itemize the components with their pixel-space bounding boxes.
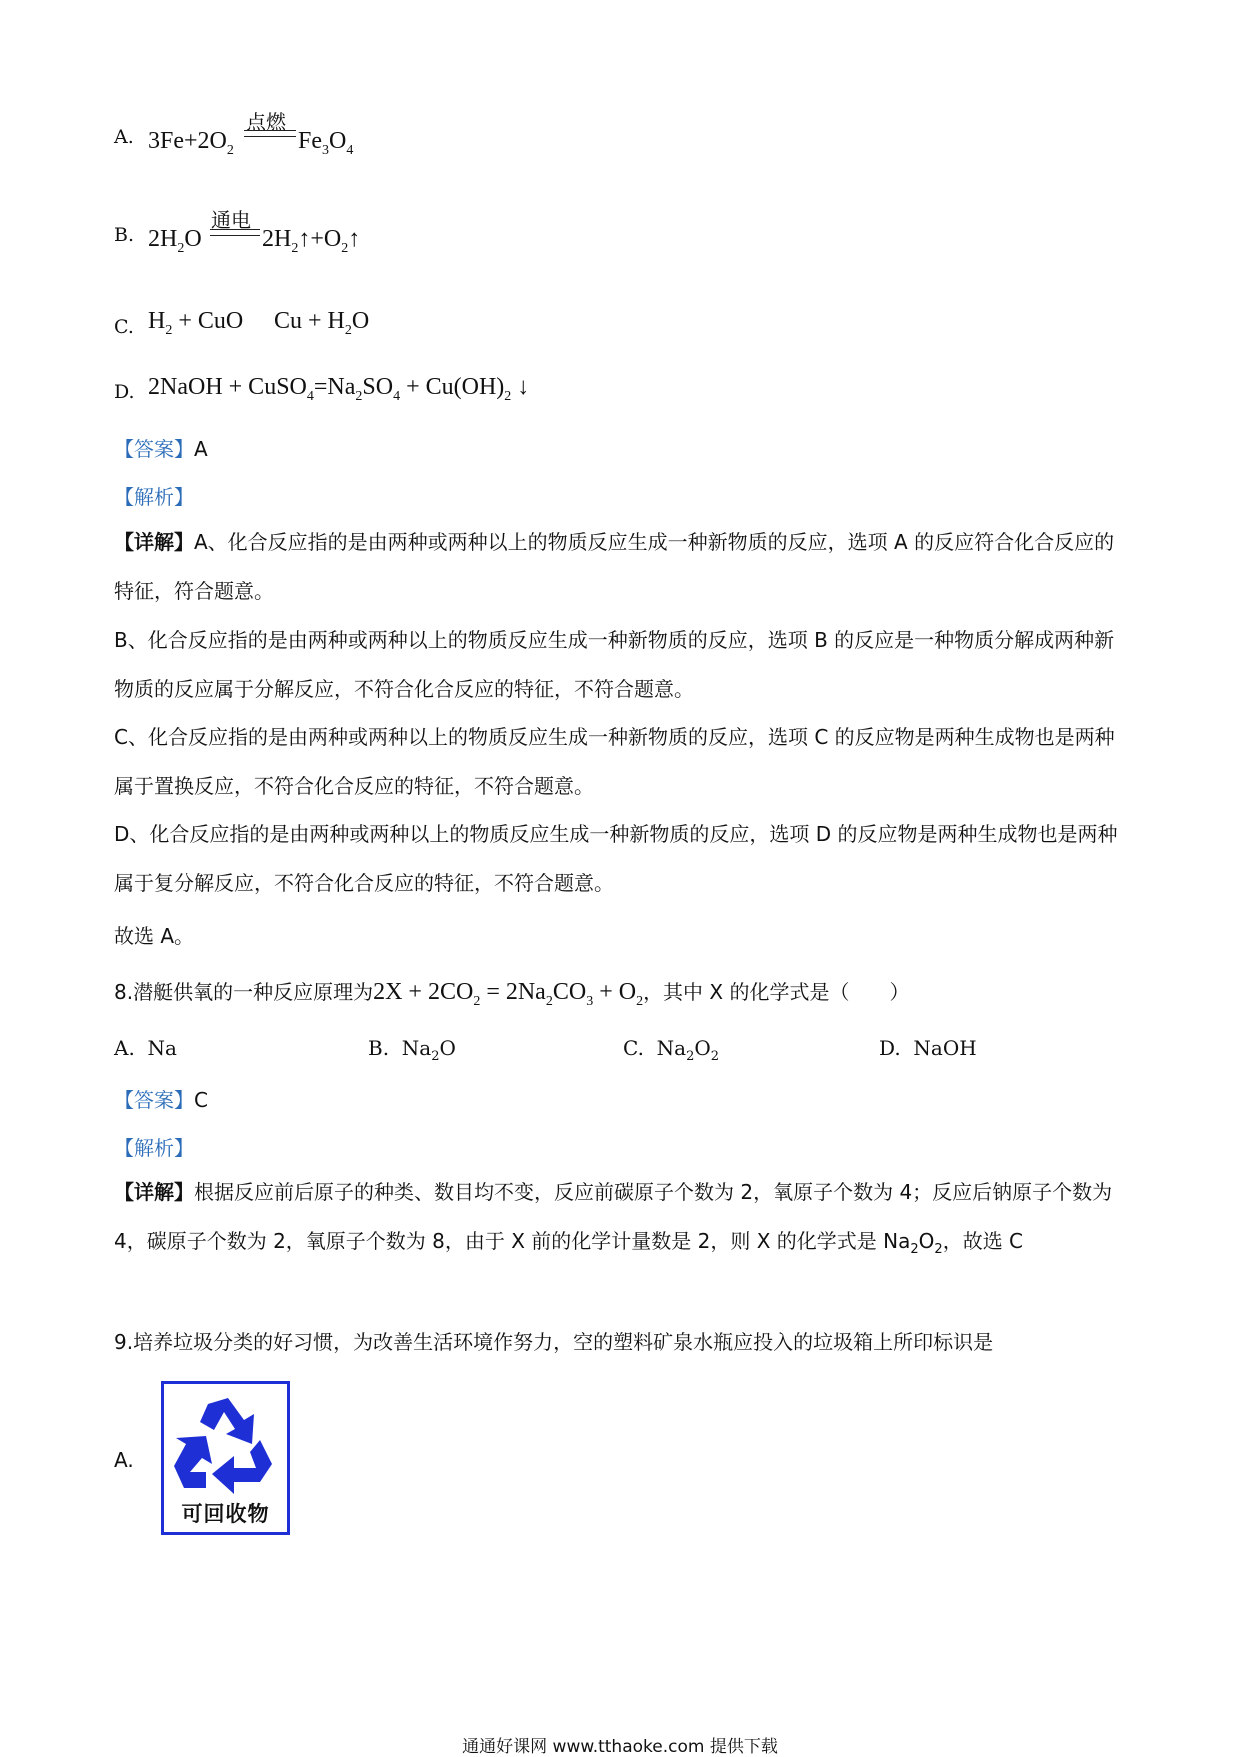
answer-tag: 【答案】	[114, 1088, 194, 1112]
option-a-equals-sign	[244, 130, 296, 137]
q7-detail-b: B、化合反应指的是由两种或两种以上的物质反应生成一种新物质的反应，选项 B 的反应是一种物质分解成两种新物质的反应属于分解反应，不符合化合反应的特征，不符合题意。	[114, 628, 1115, 701]
option-b-equals-sign	[210, 229, 260, 236]
option-d-equation: 2NaOH + $CuSO_4=Na_2SO_4 + Cu(OH)_2$ ↓	[148, 374, 530, 404]
option-d-row	[114, 381, 135, 403]
option-c-row	[114, 316, 134, 338]
option-a-condition: 点燃	[246, 110, 286, 134]
q8-choice-d: D. NaOH	[879, 1036, 977, 1060]
option-b-condition: 通电	[211, 208, 251, 232]
option-b-equation: $2H_2O$	[148, 226, 202, 256]
q7-conclusion: 故选 A。	[114, 924, 195, 948]
q7-answer-line	[114, 433, 208, 462]
q7-detail-d: D、化合反应指的是由两种或两种以上的物质反应生成一种新物质的反应，选项 D 的反应物是两种生成物也是两种属于复分解反应，不符合化合反应的特征，不符合题意。	[114, 822, 1118, 895]
recyclable-sign	[161, 1381, 290, 1535]
option-d-letter: D.	[114, 381, 135, 403]
option-a-products: $Fe_3O_4$	[298, 128, 354, 158]
q7-detail-a: 【详解】A、化合反应指的是由两种或两种以上的物质反应生成一种新物质的反应，选项 A 的反应符合化合反应的特征，符合题意。	[114, 530, 1115, 603]
q8-stem: 8.潜艇供氧的一种反应原理为$2X + 2CO_2 = 2Na_2CO_3 + O_2$，其中 X 的化学式是（ ）	[114, 979, 910, 1009]
option-c-products: $Cu + H_2O$	[274, 308, 370, 338]
q8-choice-b: B. $Na_2O$	[368, 1036, 456, 1064]
answer-value: C	[194, 1088, 208, 1112]
recycle-icon	[164, 1390, 287, 1502]
analysis-tag: 【解析】	[114, 485, 194, 509]
option-b-letter: B.	[114, 224, 135, 246]
option-c-equation: $H_2$ + CuO	[148, 308, 244, 338]
answer-value: A	[194, 437, 208, 461]
option-c-letter: C.	[114, 316, 134, 338]
option-a-row	[114, 126, 134, 148]
footer-text: 通通好课网 www.tthaoke.com 提供下载	[462, 1737, 778, 1757]
option-a-letter: A.	[114, 126, 134, 148]
option-b-row	[114, 224, 134, 246]
answer-tag: 【答案】	[114, 437, 194, 461]
q8-choice-a: A. Na	[114, 1036, 177, 1060]
option-b-products: $2H_2↑+O_2↑$	[262, 226, 361, 256]
detail-tag: 【详解】	[114, 1180, 194, 1204]
q8-analysis-line	[114, 1132, 194, 1161]
q7-detail-c: C、化合反应指的是由两种或两种以上的物质反应生成一种新物质的反应，选项 C 的反应物是两种生成物也是两种属于置换反应，不符合化合反应的特征，不符合题意。	[114, 725, 1115, 798]
analysis-tag: 【解析】	[114, 1136, 194, 1160]
q7-analysis-line	[114, 481, 194, 510]
q9-option-letter: A.	[114, 1448, 134, 1472]
q8-choice-c: C. $Na_2O_2$	[623, 1036, 720, 1064]
option-a-equation: $3Fe+2O_2$	[148, 128, 234, 158]
detail-tag: 【详解】	[114, 530, 194, 554]
q8-detail: 【详解】根据反应前后原子的种类、数目均不变，反应前碳原子个数为 2，氧原子个数为 4；反应后钠原子个数为 4，碳原子个数为 2，氧原子个数为 8，由于 X 前的化学计量数是 2，则 X 的化学式是 $Na_2O_2$，故选 C	[114, 1180, 1113, 1257]
recycle-sign-label: 可回收物	[181, 1502, 270, 1526]
q8-equation: $2X + 2CO_2 = 2Na_2CO_3 + O_2$	[373, 979, 644, 1009]
q8-answer-line	[114, 1084, 208, 1113]
q9-stem: 9.培养垃圾分类的好习惯，为改善生活环境作努力，空的塑料矿泉水瓶应投入的垃圾箱上所印标识是	[114, 1330, 994, 1354]
